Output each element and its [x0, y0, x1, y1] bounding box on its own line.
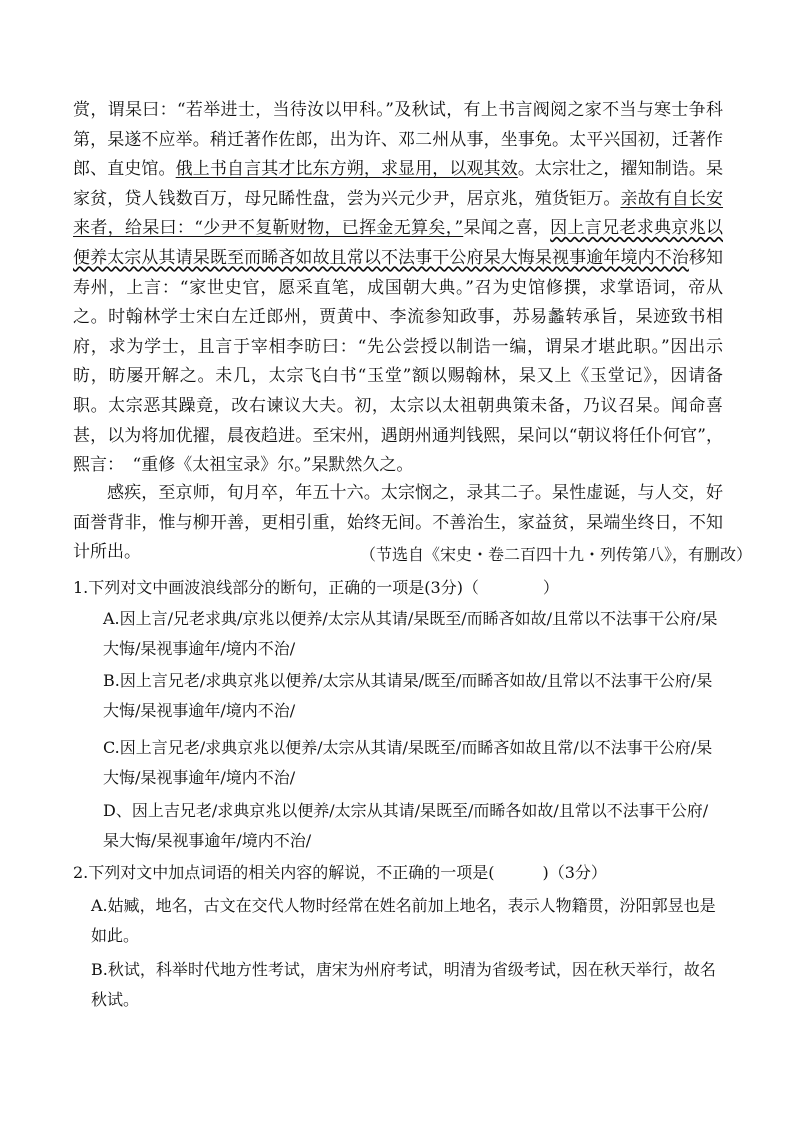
passage-text: 。太宗壮之，擢知制诰。杲家贫，贷人钱数百万，母兄睎性盘，尝为兴元少尹，居京兆，殖货钜万。: [73, 159, 724, 209]
underlined-sentence-2: 亲故有自长安来者，给杲曰：“少尹不复靳财物，已挥金无算矣，”: [73, 188, 724, 239]
question-2-option-b: B.秋试，科举时代地方性考试，唐宋为州府考试，明清为省级考试，因在秋天举行，故名秋试。: [91, 960, 716, 1009]
question-1-option-d: D、因上吉兄老/求典京兆以便养/太宗从其请/杲既至/而睎各如故/且常以不法事干公府/杲大悔/杲视事逾年/境内不治/: [103, 801, 709, 850]
underlined-sentence-1: 俄上书自言其才比东方朔，求显用，以观其效: [175, 159, 518, 180]
source-citation: （节选自《宋史・卷二百四十九・列传第八》，有删改）: [359, 545, 752, 564]
question-1-option-a: A.因上言/兄老求典/京兆以便养/太宗从其请/杲既至/而睎吝如故/且常以不法事干公府/杲大悔/杲视事逾年/境内不治/: [103, 609, 718, 658]
passage-text: 移知寿州，上言：“家世史官，愿采直笔，成国朝大典。”召为史馆修撰，求掌语词，帝从之。时翰林学士宋白左迁郎州，贾黄中、李流参知政事，苏易蠡转承旨，杲迹致书相府，求为学士，且言于宰相李昉曰：“先公尝授以制诰一编，谓杲才堪此职。”因出示昉，昉屡开解之。未几，太宗飞白书“玉堂”额以赐翰林，杲又上《玉堂记》，因请备职。太宗恶其躁竟，改右谏议大夫。初，太宗以太祖朝典策未备，乃议召杲。闻命喜甚，以为将加优擢，晨夜趋进。至宋州，遇朗州通判钱熙，杲问以“朝议将任仆何官”，熙言： “重修《太祖宝录》尔。”杲默然久之。: [73, 247, 723, 476]
question-1-stem: 1.下列对文中画波浪线部分的断句，正确的一项是(3分)（ ）: [73, 578, 559, 597]
passage-paragraph-1: [73, 96, 723, 481]
passage-paragraph-2: 感疾，至京师，旬月卒，年五十六。太宗悯之，录其二子。杲性虚诞，与人交，好面誉背非，惟与柳开善，更相引重，始终无间。不善治生，家益贫，杲端坐终日，不知计所出。: [73, 483, 723, 563]
question-1-option-c: C.因上言兄老/求典京兆以便养/太宗从其请/杲既至/而睎吝如故且常/以不法事干公府/杲大悔/杲视事逾年/境内不治/: [103, 738, 713, 787]
passage-text: 杲闻之喜，: [463, 218, 551, 239]
question-1-option-b: B.因上言兄老/求典京兆以便养/太宗从其请杲/既至/而睎吝如故/且常以不法事干公府/杲大悔/杲视事逾年/境内不治/: [103, 671, 713, 720]
passage-text: 赏，谓杲曰：“若举进士，当待汝以甲科。”及秋试，有上书言阀阅之家不当与寒士争科第，杲遂不应举。稍迁著作佐郎，出为许、邓二州从事，坐事免。太平兴国初，迁著作郎、直史馆。: [73, 100, 723, 180]
wavy-underlined-sentence: 因上言兄老求典京兆以便养太宗从其请杲既至而睎吝如故且常以不法事干公府杲大悔杲视事逾年境内不治: [73, 218, 724, 268]
question-2-stem: 2.下列对文中加点词语的相关内容的解说，不正确的一项是( )（3分）: [73, 863, 607, 882]
question-2-option-a: A.姑臧，地名，古文在交代人物时经常在姓名前加上地名，表示人物籍贯，汾阳郭昱也是如此。: [91, 896, 716, 945]
